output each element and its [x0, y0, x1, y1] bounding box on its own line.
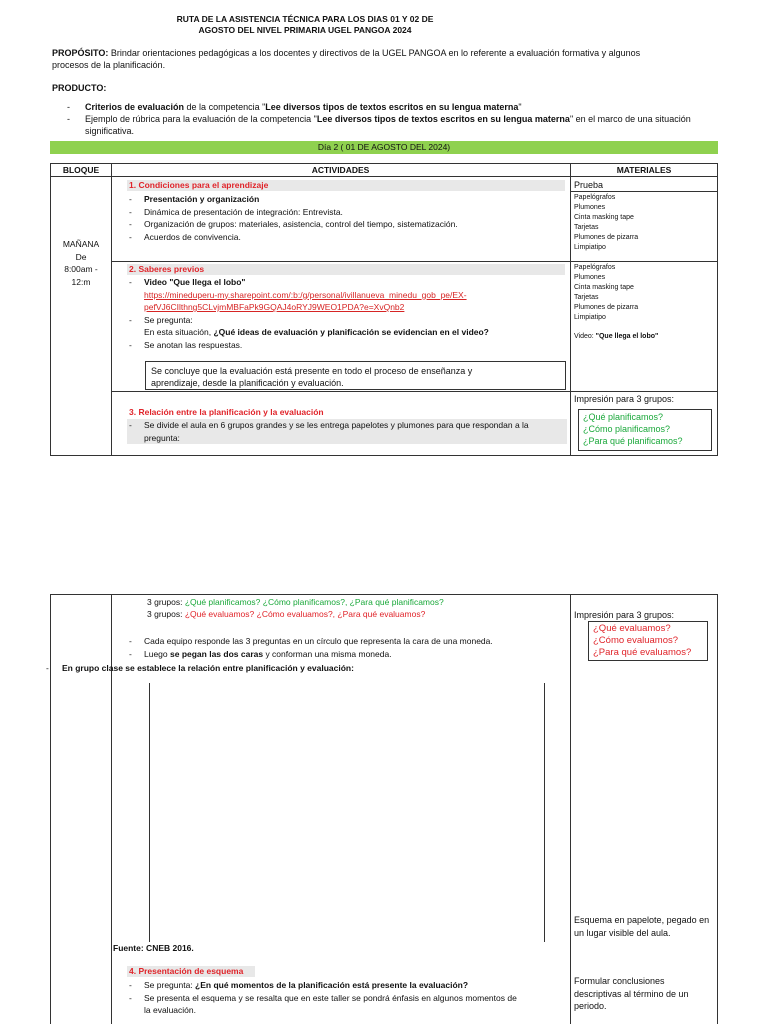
fuente: Fuente: CNEB 2016.	[113, 943, 194, 953]
planificamos-questions-box: ¿Qué planificamos? ¿Cómo planificamos? ¿Para qué planificamos?	[578, 409, 712, 451]
section-2-materials: Papelógrafos Plumones Cinta masking tape Tarjetas Plumones de pizarra Limpiatipo Video: "Que llega el lobo"	[574, 264, 659, 340]
list-item: - Se presenta el esquema y se resalta que en este taller se pondrá énfasis en algunos momentos de la evaluación.	[129, 992, 517, 1015]
activities-table-continued	[50, 594, 718, 1024]
list-item: - Video "Que llega el lobo"	[129, 277, 246, 287]
section-2-heading: 2. Saberes previos	[127, 264, 565, 275]
section-4-heading: 4. Presentación de esquema	[127, 966, 255, 977]
section-4-list	[127, 979, 567, 1017]
day-band: Día 2 ( 01 DE AGOSTO DEL 2024)	[50, 141, 718, 154]
section-2-list	[127, 276, 567, 351]
list-item: - Dinámica de presentación de integración: Entrevista.	[129, 206, 343, 217]
list-item: - Organización de grupos: materiales, asistencia, control del tiempo, sistematización.	[129, 219, 458, 229]
list-item: - Se pregunta: En esta situación, ¿Qué ideas de evaluación y planificación se evidencian en el video?	[129, 314, 489, 337]
col-bloque: BLOQUE	[62, 165, 100, 175]
page2-mat-label: Impresión para 3 grupos:	[574, 610, 675, 620]
title-line-1: RUTA DE LA ASISTENCIA TÉCNICA PARA LOS DIAS 01 Y 02 DE	[176, 14, 434, 24]
producto-item-2: - Ejemplo de rúbrica para la evaluación de la competencia "Lee diversos tipos de textos escritos en su lengua materna" en el marco de una situación significativa.	[67, 114, 691, 136]
list-item: - Luego se pegan las dos caras y conforman una misma moneda.	[129, 648, 392, 659]
proposito-label: PROPÓSITO:	[52, 48, 109, 58]
conclusion-box: Se concluye que la evaluación está presente en todo el proceso de enseñanza y aprendizaje, desde la planificación y evaluación.	[145, 361, 566, 390]
list-item: - Acuerdos de convivencia.	[129, 231, 241, 242]
section-3-mat-label: Impresión para 3 grupos:	[574, 394, 675, 404]
col-materiales: MATERIALES	[616, 165, 672, 175]
mat-prueba: Prueba	[574, 180, 604, 190]
page2-list	[127, 635, 567, 660]
grupos-lines: 3 grupos: ¿Qué planificamos? ¿Cómo planificamos?, ¿Para qué planificamos? 3 grupos: ¿Qué evaluamos? ¿Cómo evaluamos?, ¿Para qué evaluamos?	[147, 597, 444, 619]
esquema-material: Esquema en papelote, pegado en un lugar visible del aula.	[574, 915, 710, 938]
video-link[interactable]: https://mineduperu-my.sharepoint.com/:b:/g/personal/ivillanueva_minedu_gob_pe/EX- pefVJ6CIlthng5CLvjmMBFaPk9GQAJ4oRYJ9WEO1PDA?e=XvQnb2	[144, 289, 467, 312]
section-1-list	[127, 193, 567, 243]
evaluamos-questions-box: ¿Qué evaluamos? ¿Cómo evaluamos? ¿Para qué evaluamos?	[588, 621, 708, 661]
proposito-text-2: procesos de la planificación.	[52, 60, 166, 70]
document-title	[150, 14, 460, 36]
producto-list	[67, 101, 707, 137]
list-item: - Presentación y organización	[129, 194, 260, 204]
formular-material: Formular conclusiones descriptivas al término de un periodo.	[574, 976, 689, 1011]
section-1-heading: 1. Condiciones para el aprendizaje	[127, 180, 565, 191]
producto-item-1: - Criterios de evaluación de la competencia "Lee diversos tipos de textos escritos en su lengua materna"	[67, 102, 522, 112]
proposito-paragraph	[52, 47, 662, 71]
producto-label: PRODUCTO:	[52, 83, 107, 93]
bloque-cell: MAÑANA De 8:00am - 12:m	[62, 239, 100, 287]
list-item: - Se anotan las respuestas.	[129, 339, 243, 350]
list-item: - Se pregunta: ¿En qué momentos de la planificación está presente la evaluación?	[129, 980, 469, 990]
list-item: - Se divide el aula en 6 grupos grandes y se les entrega papelotes y plumones para que respondan a la pregunta:	[129, 420, 529, 443]
section-1-materials: Papelógrafos Plumones Cinta masking tape Tarjetas Plumones de pizarra Limpiatipo	[574, 194, 639, 251]
col-actividades: ACTIVIDADES	[311, 165, 370, 175]
title-line-2: AGOSTO DEL NIVEL PRIMARIA UGEL PANGOA 2024	[198, 25, 412, 35]
list-item: - Cada equipo responde las 3 preguntas en un círculo que representa la cara de una moneda.	[129, 636, 493, 646]
activities-table	[50, 163, 718, 456]
grupo-clase-line: - En grupo clase se establece la relación entre planificación y evaluación:	[46, 663, 354, 673]
proposito-text-1: Brindar orientaciones pedagógicas a los docentes y directivos de la UGEL PANGOA en lo referente a evaluación formativa y algunos	[108, 48, 641, 58]
section-3-heading: 3. Relación entre la planificación y la evaluación	[129, 407, 324, 417]
section-3-list	[127, 419, 567, 444]
